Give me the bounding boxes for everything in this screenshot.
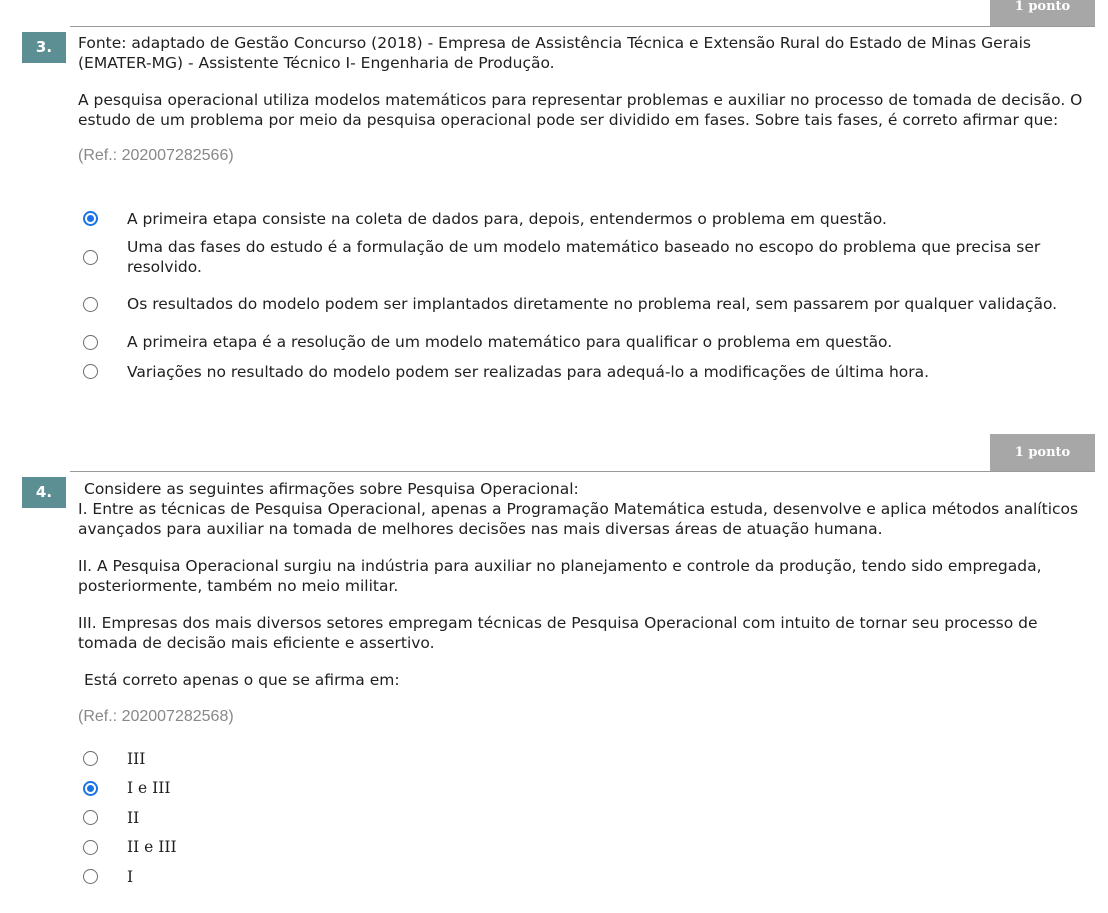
radio-button[interactable] (83, 810, 98, 825)
option-label: A primeira etapa é a resolução de um modelo matemático para qualificar o problema em questão. (127, 333, 893, 352)
option-b[interactable] (80, 774, 1086, 804)
option-label: II (127, 808, 140, 827)
radio-button-selected[interactable] (83, 211, 98, 226)
statement-i: I. Entre as técnicas de Pesquisa Operacional, apenas a Programação Matemática estuda, desenvolve e aplica métodos analíticos avançados para auxiliar na tomada de melhores decisões nas mais diversas áreas de atuação humana. (78, 500, 1079, 538)
radio-button[interactable] (83, 869, 98, 884)
question-statement: A pesquisa operacional utiliza modelos matemáticos para representar problemas e auxiliar no processo de tomada de decisão. O estudo de um problema por meio da pesquisa operacional pode ser dividido em fases. Sobre tais fases, é correto afirmar que: (78, 91, 1083, 129)
points-badge: 1 ponto (990, 0, 1095, 26)
option-label: II e III (127, 838, 177, 857)
option-label: A primeira etapa consiste na coleta de dados para, depois, entendermos o problema em questão. (127, 209, 887, 228)
radio-button[interactable] (83, 250, 98, 265)
option-label: Os resultados do modelo podem ser implantados diretamente no problema real, sem passarem por qualquer validação. (127, 295, 1058, 313)
question-number: 4. (22, 477, 66, 508)
statement-iii: III. Empresas dos mais diversos setores empregam técnicas de Pesquisa Operacional com intuito de tornar seu processo de tomada de decisão mais eficiente e assertivo. (78, 614, 1038, 652)
radio-button-selected[interactable] (83, 781, 98, 796)
radio-button[interactable] (83, 297, 98, 312)
statement-ii: II. A Pesquisa Operacional surgiu na indústria para auxiliar no planejamento e controle da produção, tendo sido empregada, posteriormente, também no meio militar. (78, 557, 1042, 595)
radio-button[interactable] (83, 751, 98, 766)
radio-button[interactable] (83, 335, 98, 350)
divider (70, 471, 1095, 472)
option-c[interactable] (80, 803, 1086, 833)
question-ref: (Ref.: 202007282566) (78, 147, 234, 164)
option-c[interactable] (80, 281, 1086, 328)
question-body (78, 33, 1086, 183)
question-intro: Considere as seguintes afirmações sobre Pesquisa Operacional: (84, 480, 579, 498)
radio-button[interactable] (83, 840, 98, 855)
question-prompt: Está correto apenas o que se afirma em: (84, 671, 400, 689)
options-list (80, 744, 1086, 892)
question-ref: (Ref.: 202007282568) (78, 708, 234, 725)
option-label: I e III (127, 779, 171, 798)
option-d[interactable] (80, 328, 1086, 358)
option-label: III (127, 749, 146, 768)
option-label: Uma das fases do estudo é a formulação de um modelo matemático baseado no escopo do problema que precisa ser resolvido. (127, 238, 1041, 276)
option-b[interactable] (80, 234, 1086, 281)
option-e[interactable] (80, 862, 1086, 892)
option-label: I (127, 867, 134, 886)
divider (70, 26, 1095, 27)
option-a[interactable] (80, 744, 1086, 774)
options-list (80, 204, 1086, 387)
radio-button[interactable] (83, 364, 98, 379)
option-a[interactable] (80, 204, 1086, 234)
option-label: Variações no resultado do modelo podem ser realizadas para adequá-lo a modificações de última hora. (127, 362, 930, 381)
question-source: Fonte: adaptado de Gestão Concurso (2018) - Empresa de Assistência Técnica e Extensão Rural do Estado de Minas Gerais (EMATER-MG) - Assistente Técnico I- Engenharia de Produção. (78, 34, 1031, 72)
option-d[interactable] (80, 833, 1086, 863)
question-number: 3. (22, 32, 66, 63)
points-badge: 1 ponto (990, 434, 1095, 471)
question-body (78, 479, 1086, 744)
option-e[interactable] (80, 357, 1086, 387)
